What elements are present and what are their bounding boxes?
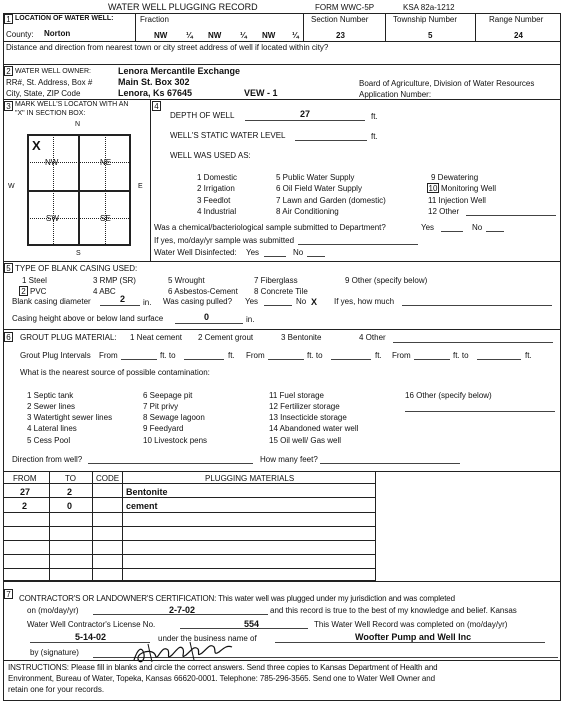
- business-name: Woofter Pump and Well Inc: [355, 632, 472, 642]
- use-oil-field: 6 Oil Field Water Supply: [276, 184, 362, 193]
- casing-height-value: 0: [204, 312, 210, 322]
- county-value: Norton: [44, 29, 71, 38]
- license-value: 554: [244, 619, 260, 629]
- casing-asbestos: 6 Asbestos-Cement: [168, 287, 238, 296]
- source-watertight-sewer: 3 Watertight sewer lines: [27, 413, 113, 422]
- true-statement: and this record is true to the best of my knowledge and belief. Kansas: [270, 606, 517, 615]
- diameter-value: 2: [120, 294, 126, 304]
- fraction-label: Fraction: [140, 15, 169, 24]
- city-label: City, State, ZIP Code: [6, 89, 81, 98]
- grout-neat-cement: 1 Neat cement: [130, 333, 183, 342]
- disinfected-label: Water Well Disinfected:: [154, 248, 237, 257]
- casing-other: 9 Other (specify below): [345, 276, 428, 285]
- distance-label: Distance and direction from nearest town or city street address of well if located within city?: [6, 43, 329, 52]
- south-label: S: [76, 250, 81, 257]
- range-value: 24: [514, 31, 523, 40]
- casing-height-unit: in.: [246, 315, 255, 324]
- interval-2-from: From: [246, 351, 265, 360]
- se-label: SE: [100, 214, 111, 223]
- use-air-conditioning: 8 Air Conditioning: [276, 207, 339, 216]
- grout-label: GROUT PLUG MATERIAL:: [20, 333, 117, 342]
- county-label: County:: [6, 30, 34, 39]
- record-completed-label: This Water Well Record was completed on (mo/day/yr): [314, 620, 508, 629]
- ksa-reference: KSA 82a-1212: [403, 3, 455, 12]
- interval-2-ft: ft.: [375, 351, 382, 360]
- source-fertilizer: 12 Fertilizer storage: [269, 402, 340, 411]
- howfar-label: How many feet?: [260, 455, 318, 464]
- fraction-2: NW: [208, 31, 222, 40]
- pulled-mark: X: [311, 297, 318, 307]
- use-feedlot: 3 Feedlot: [197, 196, 231, 205]
- row-2-to: 0: [67, 501, 73, 511]
- fraction-quarter-3: ¼: [292, 31, 299, 40]
- fraction-3: NW: [262, 31, 276, 40]
- instructions-line-3: retain one for your records.: [8, 685, 105, 694]
- source-pit-privy: 7 Pit privy: [143, 402, 179, 411]
- section-1-number: 1: [4, 14, 13, 24]
- source-livestock: 10 Livestock pens: [143, 436, 208, 445]
- form-number: FORM WWC-5P: [315, 3, 375, 12]
- source-feedyard: 9 Feedyard: [143, 424, 184, 433]
- grout-bentonite: 3 Bentonite: [281, 333, 322, 342]
- sample-no: No: [472, 223, 483, 232]
- disinfected-yes: Yes: [246, 248, 260, 257]
- interval-1-ft: ft.: [228, 351, 235, 360]
- record-completed-date: 5-14-02: [75, 632, 107, 642]
- use-public-supply: 5 Public Water Supply: [276, 173, 355, 182]
- range-label: Range Number: [489, 15, 544, 24]
- section-value: 23: [336, 31, 345, 40]
- use-other: 12 Other: [428, 207, 460, 216]
- application-label: Application Number:: [359, 90, 432, 99]
- township-label: Township Number: [393, 15, 458, 24]
- source-oil-gas-well: 15 Oil well/ Gas well: [269, 436, 342, 445]
- source-lateral: 4 Lateral lines: [27, 424, 77, 433]
- interval-1-to: ft. to: [160, 351, 176, 360]
- interval-3-from: From: [392, 351, 411, 360]
- static-level-unit: ft.: [371, 132, 378, 141]
- section-5-number: 5: [4, 263, 13, 273]
- mark-label-2: "X" IN SECTION BOX:: [15, 110, 86, 117]
- direction-label: Direction from well?: [12, 455, 83, 464]
- row-2-from: 2: [22, 501, 28, 511]
- diameter-label: Blank casing diameter: [12, 297, 91, 306]
- well-code: VEW - 1: [244, 88, 278, 98]
- sw-label: SW: [46, 214, 59, 223]
- owner-value: Lenora Mercantile Exchange: [118, 66, 241, 76]
- township-value: 5: [428, 31, 433, 40]
- source-cess-pool: 5 Cess Pool: [27, 436, 71, 445]
- section-3-number: 3: [4, 101, 13, 111]
- fraction-1: NW: [154, 31, 168, 40]
- sample-yes: Yes: [421, 223, 435, 232]
- depth-label: DEPTH OF WELL: [170, 111, 235, 120]
- casing-fiberglass: 7 Fiberglass: [254, 276, 298, 285]
- instructions-line-1: INSTRUCTIONS: Please fill in blanks and circle the correct answers. Send three copies to Kansas Department of Health and: [8, 663, 438, 672]
- casing-wrought: 5 Wrought: [168, 276, 205, 285]
- intervals-label: Grout Plug Intervals: [20, 351, 91, 360]
- address-label: RR#, St. Address, Box #: [6, 78, 93, 87]
- col-materials: PLUGGING MATERIALS: [205, 474, 295, 483]
- section-4-number: 4: [152, 101, 161, 111]
- casing-label: TYPE OF BLANK CASING USED:: [15, 264, 138, 273]
- nw-label: NW: [45, 158, 59, 167]
- use-industrial: 4 Industrial: [197, 207, 237, 216]
- completed-date: 2-7-02: [169, 605, 196, 615]
- license-label: Water Well Contractor's License No.: [27, 620, 156, 629]
- casing-pvc: PVC: [30, 287, 47, 296]
- west-label: W: [8, 183, 15, 190]
- use-injection: 11 Injection Well: [428, 196, 486, 205]
- east-label: E: [138, 183, 143, 190]
- north-label: N: [75, 121, 81, 128]
- mark-label-1: MARK WELL'S LOCATON WITH AN: [15, 101, 129, 108]
- depth-unit: ft.: [371, 112, 378, 121]
- casing-abc: 4 ABC: [93, 287, 116, 296]
- city-value: Lenora, Ks 67645: [118, 88, 193, 98]
- owner-label: WATER WELL OWNER:: [15, 68, 91, 75]
- casing-concrete: 8 Concrete Tile: [254, 287, 308, 296]
- col-to: TO: [65, 474, 76, 483]
- pulled-no: No: [296, 297, 307, 306]
- section-6-number: 6: [4, 332, 13, 342]
- source-abandoned-well: 14 Abandoned water well: [269, 424, 359, 433]
- casing-selected-box: 2: [19, 286, 28, 296]
- source-septic: 1 Septic tank: [27, 391, 74, 400]
- signature-label: by (signature): [30, 648, 79, 657]
- depth-value: 27: [300, 109, 311, 119]
- casing-rmp: 3 RMP (SR): [93, 276, 136, 285]
- howmuch-label: If yes, how much: [334, 297, 395, 306]
- disinfected-no: No: [293, 248, 304, 257]
- col-from: FROM: [13, 474, 37, 483]
- row-1-from: 27: [20, 487, 31, 497]
- use-dewatering: 9 Dewatering: [431, 173, 479, 182]
- interval-3-ft: ft.: [525, 351, 532, 360]
- interval-2-to: ft. to: [307, 351, 323, 360]
- form-title: WATER WELL PLUGGING RECORD: [108, 2, 258, 12]
- business-label: under the business name of: [158, 634, 257, 643]
- use-lawn-garden: 7 Lawn and Garden (domestic): [276, 196, 386, 205]
- row-1-to: 2: [67, 487, 73, 497]
- grout-other: 4 Other: [359, 333, 386, 342]
- sample-question: Was a chemical/bacteriological sample submitted to Department?: [154, 223, 386, 232]
- used-as-label: WELL WAS USED AS:: [170, 151, 251, 160]
- board-label: Board of Agriculture, Division of Water Resources: [359, 79, 535, 88]
- row-1-material: Bentonite: [126, 487, 168, 497]
- source-fuel: 11 Fuel storage: [269, 391, 324, 400]
- source-seepage-pit: 6 Seepage pit: [143, 391, 193, 400]
- location-label: LOCATION OF WATER WELL:: [15, 15, 114, 22]
- grout-cement: 2 Cement grout: [198, 333, 254, 342]
- interval-3-to: ft. to: [453, 351, 469, 360]
- pulled-label: Was casing pulled?: [163, 297, 233, 306]
- col-code: CODE: [96, 474, 120, 483]
- ne-label: NE: [100, 158, 112, 167]
- use-domestic: 1 Domestic: [197, 173, 238, 182]
- fraction-quarter-1: ¼: [186, 31, 193, 40]
- certification-text: CONTRACTOR'S OR LANDOWNER'S CERTIFICATION: This water well was plugged under my jurisdiction and was completed: [19, 594, 455, 603]
- use-selected-box: 10: [428, 184, 438, 193]
- section-2-number: 2: [4, 66, 13, 76]
- use-irrigation: 2 Irrigation: [197, 184, 235, 193]
- completed-on-label: on (mo/day/yr): [27, 606, 79, 615]
- interval-1-from: From: [99, 351, 118, 360]
- casing-height-label: Casing height above or below land surface: [12, 314, 164, 323]
- section-7-number: 7: [4, 589, 13, 599]
- well-location-mark: X: [32, 138, 41, 153]
- address-value: Main St. Box 302: [118, 77, 190, 87]
- pulled-yes: Yes: [245, 297, 259, 306]
- diameter-unit: in.: [143, 298, 152, 307]
- source-other: 16 Other (specify below): [405, 391, 492, 400]
- source-insecticide: 13 Insecticide storage: [269, 413, 347, 422]
- source-sewer: 2 Sewer lines: [27, 402, 76, 411]
- source-sewage-lagoon: 8 Sewage lagoon: [143, 413, 205, 422]
- instructions-line-2: Environment, Bureau of Water, Topeka, Kansas 66620-0001. Telephone: 785-296-3565. Send one to Water Well Owner and: [8, 674, 435, 683]
- fraction-quarter-2: ¼: [240, 31, 247, 40]
- use-monitoring: Monitoring Well: [441, 184, 496, 193]
- section-label: Section Number: [311, 15, 369, 24]
- sample-date-label: If yes, mo/day/yr sample was submitted: [154, 236, 295, 245]
- static-level-label: WELL'S STATIC WATER LEVEL: [170, 131, 286, 140]
- row-2-material: cement: [126, 501, 158, 511]
- casing-steel: 1 Steel: [22, 276, 47, 285]
- contamination-question: What is the nearest source of possible contamination:: [20, 368, 210, 377]
